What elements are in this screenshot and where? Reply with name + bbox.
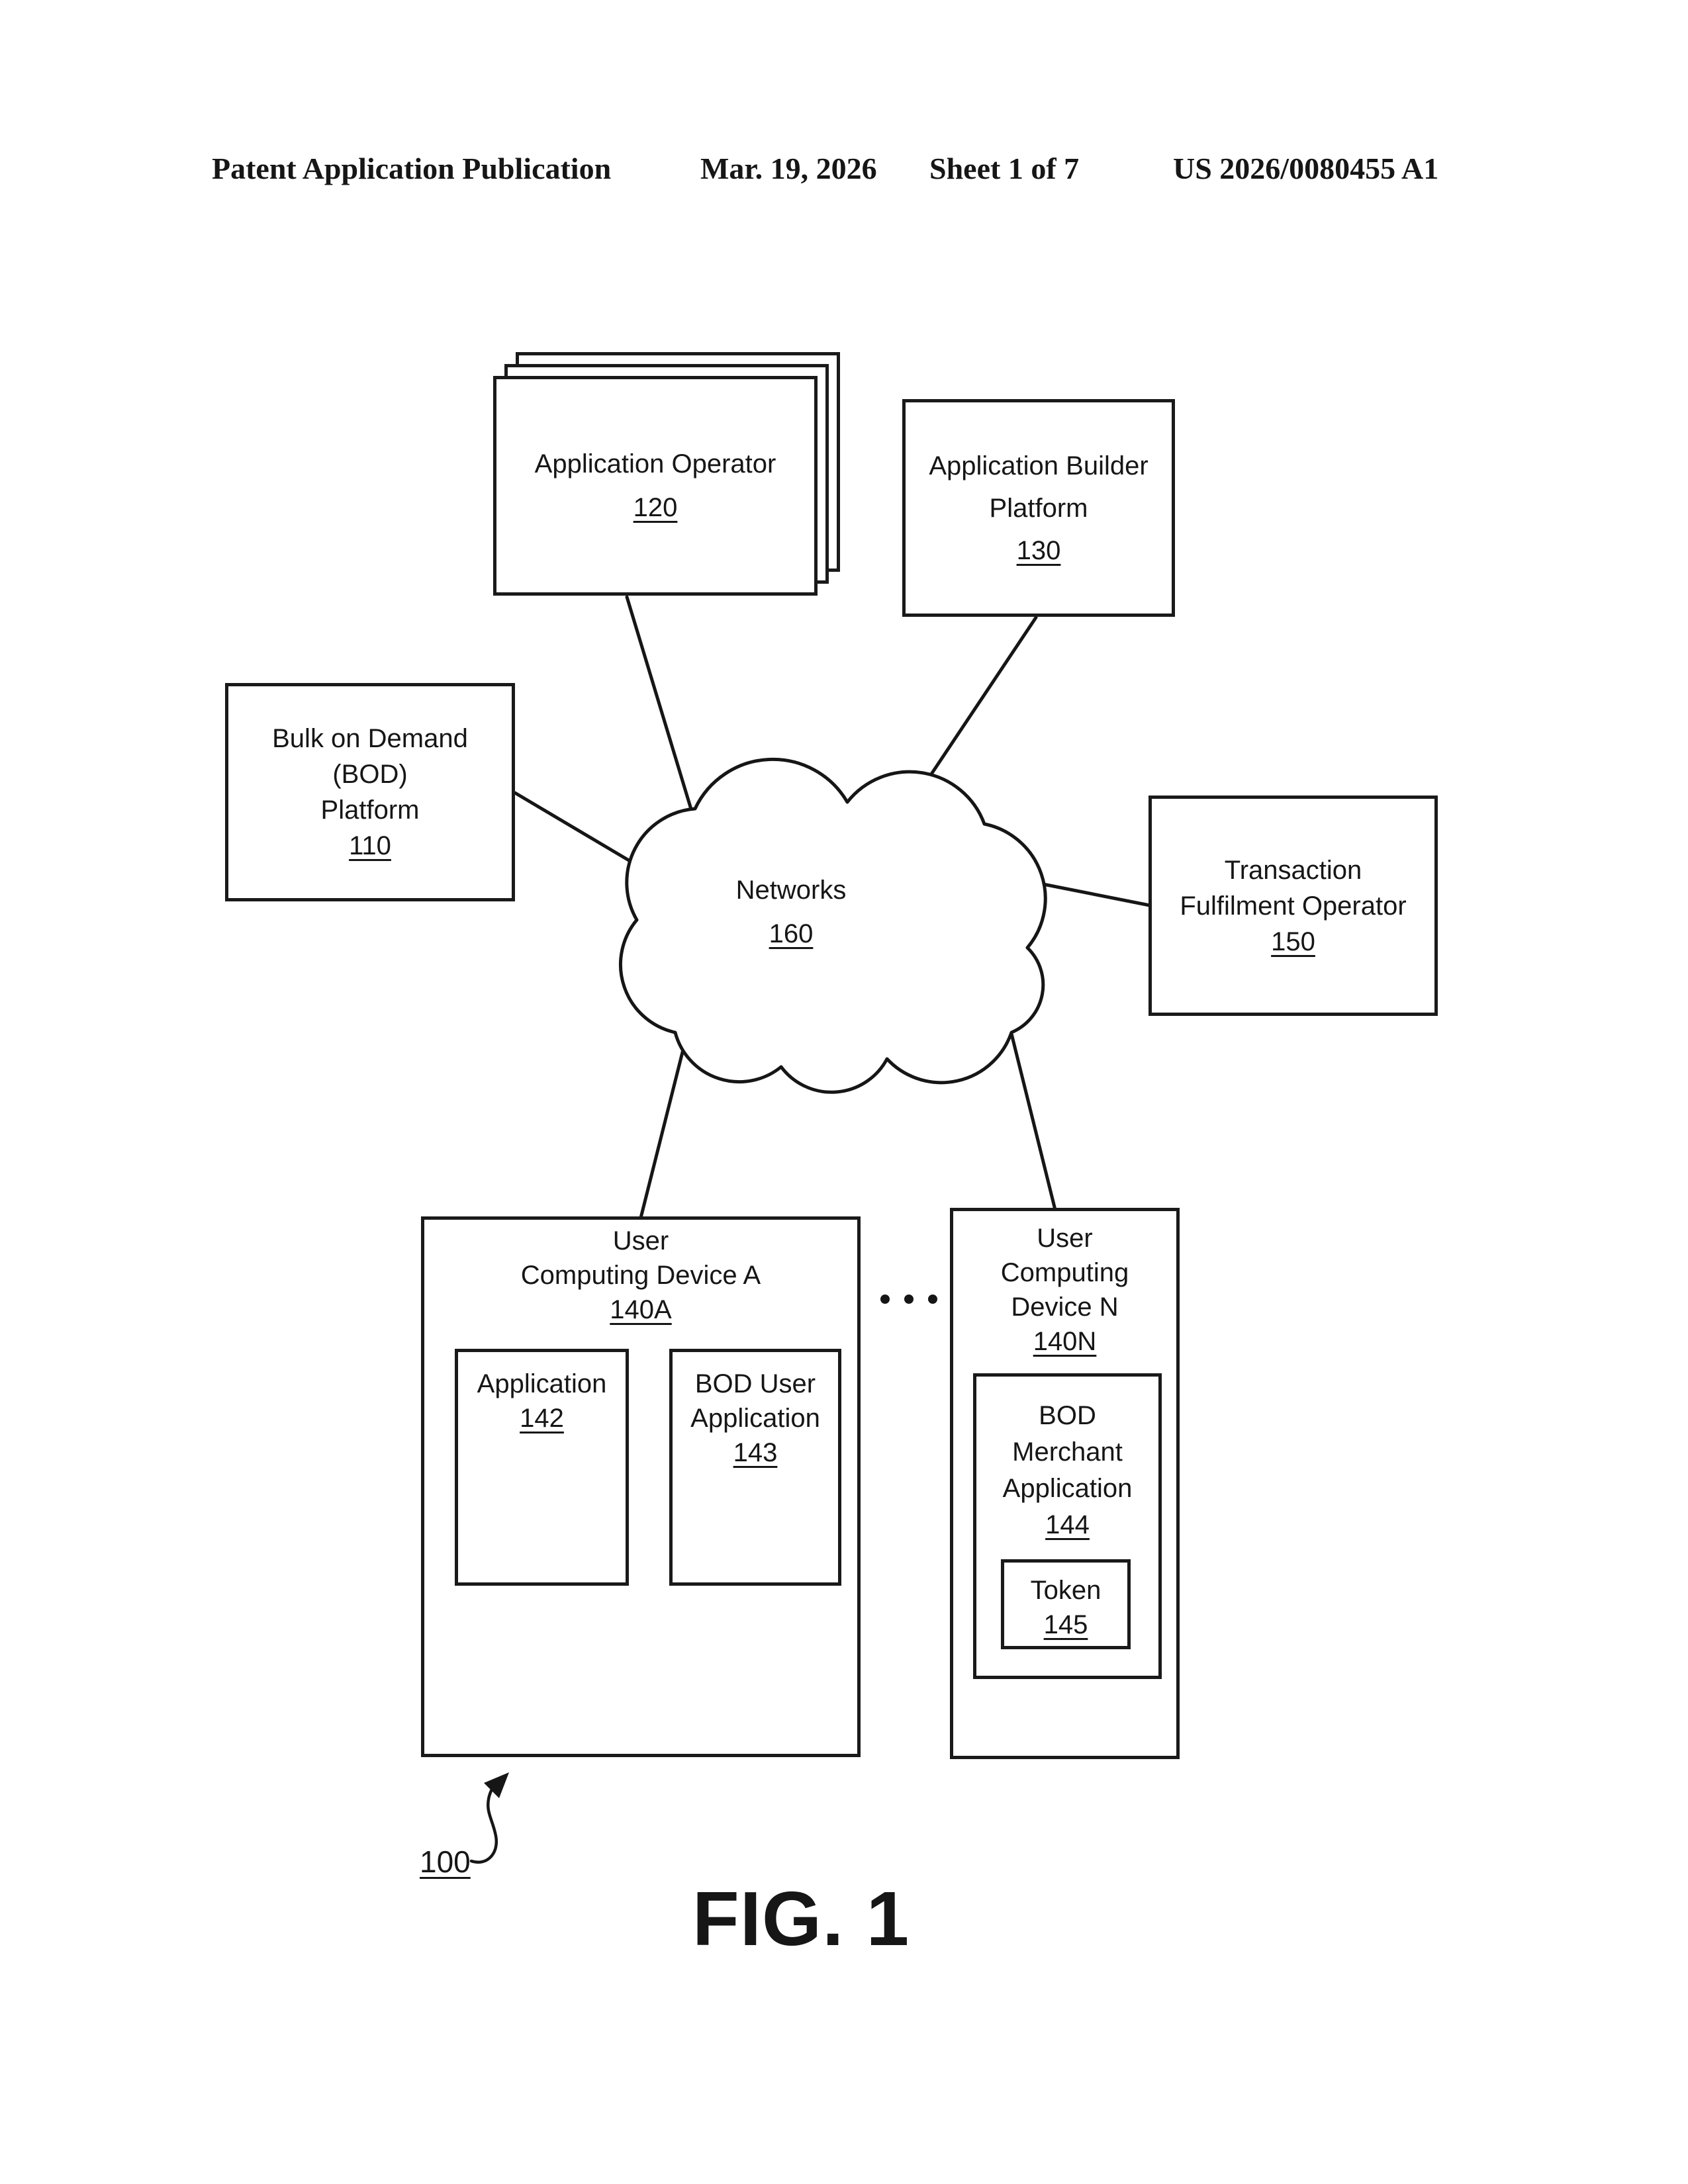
figure-title: FIG. 1: [692, 1876, 910, 1962]
transaction-fulfilment-operator-box: [1149, 796, 1438, 1016]
networks-label-group: [692, 868, 890, 956]
device-a-label-line1: User: [612, 1226, 669, 1255]
bod-user-application-label-line1: BOD User: [694, 1369, 816, 1398]
application-operator-box: [493, 376, 818, 596]
bod-platform-label-line2: (BOD): [332, 760, 408, 789]
connector-networks-device-n: [1011, 1034, 1055, 1210]
bod-user-application-label-line2: Application: [690, 1404, 820, 1433]
connector-builder-networks: [924, 617, 1036, 785]
transaction-fulfilment-label-line1: Transaction: [1224, 855, 1362, 885]
device-n-label-line1: User: [1037, 1224, 1093, 1253]
transaction-fulfilment-label-line2: Fulfilment Operator: [1180, 891, 1407, 921]
connector-bod-networks: [515, 793, 629, 860]
application-142-ref: 142: [520, 1404, 564, 1433]
device-n-label-line2: Computing: [1000, 1258, 1129, 1287]
figure-ref-100: 100: [420, 1844, 471, 1879]
bod-merchant-label-line1: BOD: [1039, 1401, 1096, 1430]
bod-platform-label-line3: Platform: [320, 796, 420, 825]
application-builder-ref: 130: [1016, 535, 1061, 565]
bod-user-application-box: [669, 1349, 841, 1586]
bod-platform-ref: 110: [349, 831, 391, 860]
bod-platform-label-line1: Bulk on Demand: [272, 724, 468, 753]
application-operator-ref: 120: [633, 493, 678, 522]
header-patent-number: US 2026/0080455 A1: [1173, 152, 1439, 185]
networks-ref: 160: [769, 919, 814, 948]
bod-merchant-ref: 144: [1045, 1510, 1090, 1539]
application-142-box: [455, 1349, 629, 1586]
header-publication: Patent Application Publication: [212, 152, 612, 185]
bod-user-application-ref: 143: [733, 1438, 778, 1467]
application-builder-label-line1: Application Builder: [929, 451, 1149, 480]
connector-operator-networks: [627, 597, 692, 811]
bod-merchant-label-line3: Application: [1002, 1474, 1133, 1503]
application-builder-label-line2: Platform: [989, 493, 1088, 523]
device-n-ref: 140N: [1033, 1327, 1097, 1356]
application-builder-platform-box: [902, 399, 1175, 617]
transaction-fulfilment-ref: 150: [1271, 927, 1315, 956]
device-a-label-line2: Computing Device A: [520, 1261, 761, 1290]
token-ref: 145: [1043, 1610, 1088, 1639]
device-a-ref: 140A: [610, 1295, 672, 1324]
application-operator-label: Application Operator: [534, 449, 776, 478]
application-142-label: Application: [477, 1369, 607, 1398]
token-box: [1001, 1559, 1131, 1649]
header-sheet-number: Sheet 1 of 7: [929, 152, 1080, 185]
networks-label: Networks: [735, 876, 847, 905]
header-date: Mar. 19, 2026: [700, 152, 877, 185]
token-label: Token: [1030, 1576, 1102, 1605]
bod-merchant-label-line2: Merchant: [1012, 1437, 1123, 1467]
arrowhead-icon: [484, 1772, 509, 1798]
ellipsis-dots-icon: [880, 1295, 937, 1304]
device-n-label-line3: Device N: [1011, 1293, 1119, 1322]
connector-fulfilment-networks: [1043, 884, 1150, 905]
bod-platform-box: [225, 683, 515, 901]
connector-networks-device-a: [641, 1034, 687, 1218]
